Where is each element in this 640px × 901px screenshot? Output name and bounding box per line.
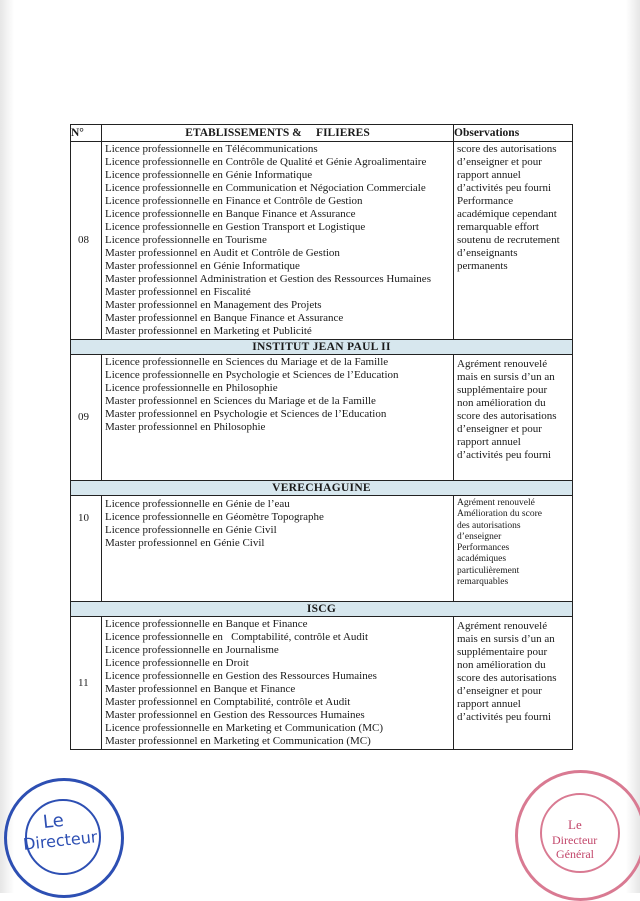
filieres-cell xyxy=(102,496,454,602)
observation-line: score des autorisations xyxy=(457,672,557,684)
filiere-item: Licence professionnelle en Génie Informatique xyxy=(105,169,313,181)
stamp-text: Directeur xyxy=(22,827,99,854)
observation-line: d’enseigner et pour xyxy=(457,156,542,168)
section-header-row xyxy=(71,481,573,496)
row-number: 09 xyxy=(71,355,102,481)
header-establishments: ETABLISSEMENTS & FILIERES xyxy=(102,125,454,142)
observation-line: Agrément renouvelé xyxy=(457,498,535,508)
observation-line: rapport annuel xyxy=(457,436,521,448)
filiere-item: Licence professionnelle en Communication et Négociation Commerciale xyxy=(105,182,426,194)
observation-line: mais en sursis d’un an xyxy=(457,371,555,383)
filiere-item: Licence professionnelle en Banque et Finance xyxy=(105,618,308,630)
stamp-text: Général xyxy=(556,847,594,861)
observation-line: non amélioration du xyxy=(457,397,546,409)
filieres-cell xyxy=(102,142,454,340)
section-header-row xyxy=(71,602,573,617)
observation-line: supplémentaire pour xyxy=(457,646,548,658)
filiere-item: Licence professionnelle en Sciences du Mariage et de la Famille xyxy=(105,356,389,368)
header-observations: Observations xyxy=(454,125,573,142)
observation-line: d’activités peu fourni xyxy=(457,182,552,194)
page-edge-left xyxy=(0,0,14,893)
observation-line: soutenu de recrutement xyxy=(457,234,560,246)
observation-line: permanents xyxy=(457,260,508,272)
filiere-item: Licence professionnelle en Psychologie et Sciences de l’Education xyxy=(105,369,399,381)
filiere-item: Master professionnel en Banque Finance et Assurance xyxy=(105,312,344,324)
filiere-item: Master professionnel en Philosophie xyxy=(105,421,266,433)
filiere-item: Licence professionnelle en Philosophie xyxy=(105,382,278,394)
table-row xyxy=(71,355,573,481)
filiere-item: Licence professionnelle en Gestion Transport et Logistique xyxy=(105,221,366,233)
filiere-item: Master professionnel en Banque et Finance xyxy=(105,683,296,695)
observation-line: d’enseigner et pour xyxy=(457,423,542,435)
director-general-stamp-right xyxy=(515,770,640,901)
row-number: 10 xyxy=(71,496,102,602)
row-number: 11 xyxy=(71,617,102,750)
observation-line: particulièrement xyxy=(457,565,520,576)
section-title: VERECHAGUINE xyxy=(71,481,573,496)
filiere-item: Master professionnel en Gestion des Ressources Humaines xyxy=(105,709,365,721)
observation-line: d’activités peu fourni xyxy=(457,711,552,723)
filiere-item: Licence professionnelle en Géomètre Topographe xyxy=(105,511,324,523)
filiere-item: Master professionnel en Génie Informatique xyxy=(105,260,300,272)
filiere-item: Master professionnel en Comptabilité, contrôle et Audit xyxy=(105,696,351,708)
filiere-item: Master professionnel en Marketing et Communication (MC) xyxy=(105,735,371,747)
observation-line: d’enseignants xyxy=(457,247,518,259)
filiere-item: Licence professionnelle en Finance et Contrôle de Gestion xyxy=(105,195,363,207)
observation-line: académiques xyxy=(457,554,507,565)
establishments-table xyxy=(70,124,573,750)
table-row xyxy=(71,142,573,340)
table-row xyxy=(71,496,573,602)
stamp-text: Directeur xyxy=(552,833,598,847)
observation-line: remarquables xyxy=(457,577,509,588)
observation-line: non amélioration du xyxy=(457,659,546,671)
filiere-item: Licence professionnelle en Marketing et Communication (MC) xyxy=(105,722,383,734)
observations-cell xyxy=(454,617,573,750)
observation-line: rapport annuel xyxy=(457,169,521,181)
filiere-item: Licence professionnelle en Comptabilité, contrôle et Audit xyxy=(105,631,369,643)
header-number: N° xyxy=(71,125,102,142)
section-header-row xyxy=(71,340,573,355)
table-row xyxy=(71,617,573,750)
filiere-item: Licence professionnelle en Génie Civil xyxy=(105,524,277,536)
observations-cell xyxy=(454,496,573,602)
stamp-text: Le xyxy=(568,817,582,832)
filiere-item: Master professionnel en Génie Civil xyxy=(105,537,265,549)
filiere-item: Master professionnel Administration et Gestion des Ressources Humaines xyxy=(105,273,431,285)
observation-line: mais en sursis d’un an xyxy=(457,633,555,645)
section-title: INSTITUT JEAN PAUL II xyxy=(71,340,573,355)
observations-cell xyxy=(454,142,573,340)
filiere-item: Licence professionnelle en Génie de l’eau xyxy=(105,498,290,510)
observation-line: Performances xyxy=(457,543,510,554)
observation-line: d’enseigner et pour xyxy=(457,685,542,697)
observation-line: rapport annuel xyxy=(457,698,521,710)
observation-line: remarquable effort xyxy=(457,221,539,233)
observation-line: supplémentaire pour xyxy=(457,384,548,396)
observation-line: d’activités peu fourni xyxy=(457,449,552,461)
table-header-row xyxy=(71,125,573,142)
row-number: 08 xyxy=(71,142,102,340)
filiere-item: Master professionnel en Marketing et Publicité xyxy=(105,325,312,337)
filiere-item: Licence professionnelle en Télécommunications xyxy=(105,143,318,155)
observation-line: Agrément renouvelé xyxy=(457,620,548,632)
observation-line: des autorisations xyxy=(457,520,521,531)
observations-cell xyxy=(454,355,573,481)
stamp-text: Le xyxy=(41,809,65,834)
observation-line: Agrément renouvelé xyxy=(457,358,548,370)
director-stamp-left xyxy=(4,778,124,898)
filieres-cell xyxy=(102,617,454,750)
observation-line: d’enseigner xyxy=(457,531,502,542)
observation-line: Performance xyxy=(457,195,514,207)
filiere-item: Master professionnel en Fiscalité xyxy=(105,286,251,298)
filiere-item: Licence professionnelle en Droit xyxy=(105,657,249,669)
filiere-item: Licence professionnelle en Gestion des Ressources Humaines xyxy=(105,670,377,682)
filiere-item: Licence professionnelle en Contrôle de Qualité et Génie Agroalimentaire xyxy=(105,156,427,168)
filiere-item: Licence professionnelle en Journalisme xyxy=(105,644,279,656)
page-edge-right xyxy=(626,0,640,893)
filieres-cell xyxy=(102,355,454,481)
filiere-item: Master professionnel en Sciences du Mariage et de la Famille xyxy=(105,395,376,407)
observation-line: Amélioration du score xyxy=(457,509,542,520)
filiere-item: Master professionnel en Management des Projets xyxy=(105,299,322,311)
filiere-item: Licence professionnelle en Tourisme xyxy=(105,234,267,246)
filiere-item: Master professionnel en Audit et Contrôle de Gestion xyxy=(105,247,340,259)
filiere-item: Licence professionnelle en Banque Finance et Assurance xyxy=(105,208,356,220)
observation-line: score des autorisations xyxy=(457,143,557,155)
observation-line: score des autorisations xyxy=(457,410,557,422)
observation-line: académique cependant xyxy=(457,208,557,220)
filiere-item: Master professionnel en Psychologie et Sciences de l’Education xyxy=(105,408,387,420)
section-title: ISCG xyxy=(71,602,573,617)
